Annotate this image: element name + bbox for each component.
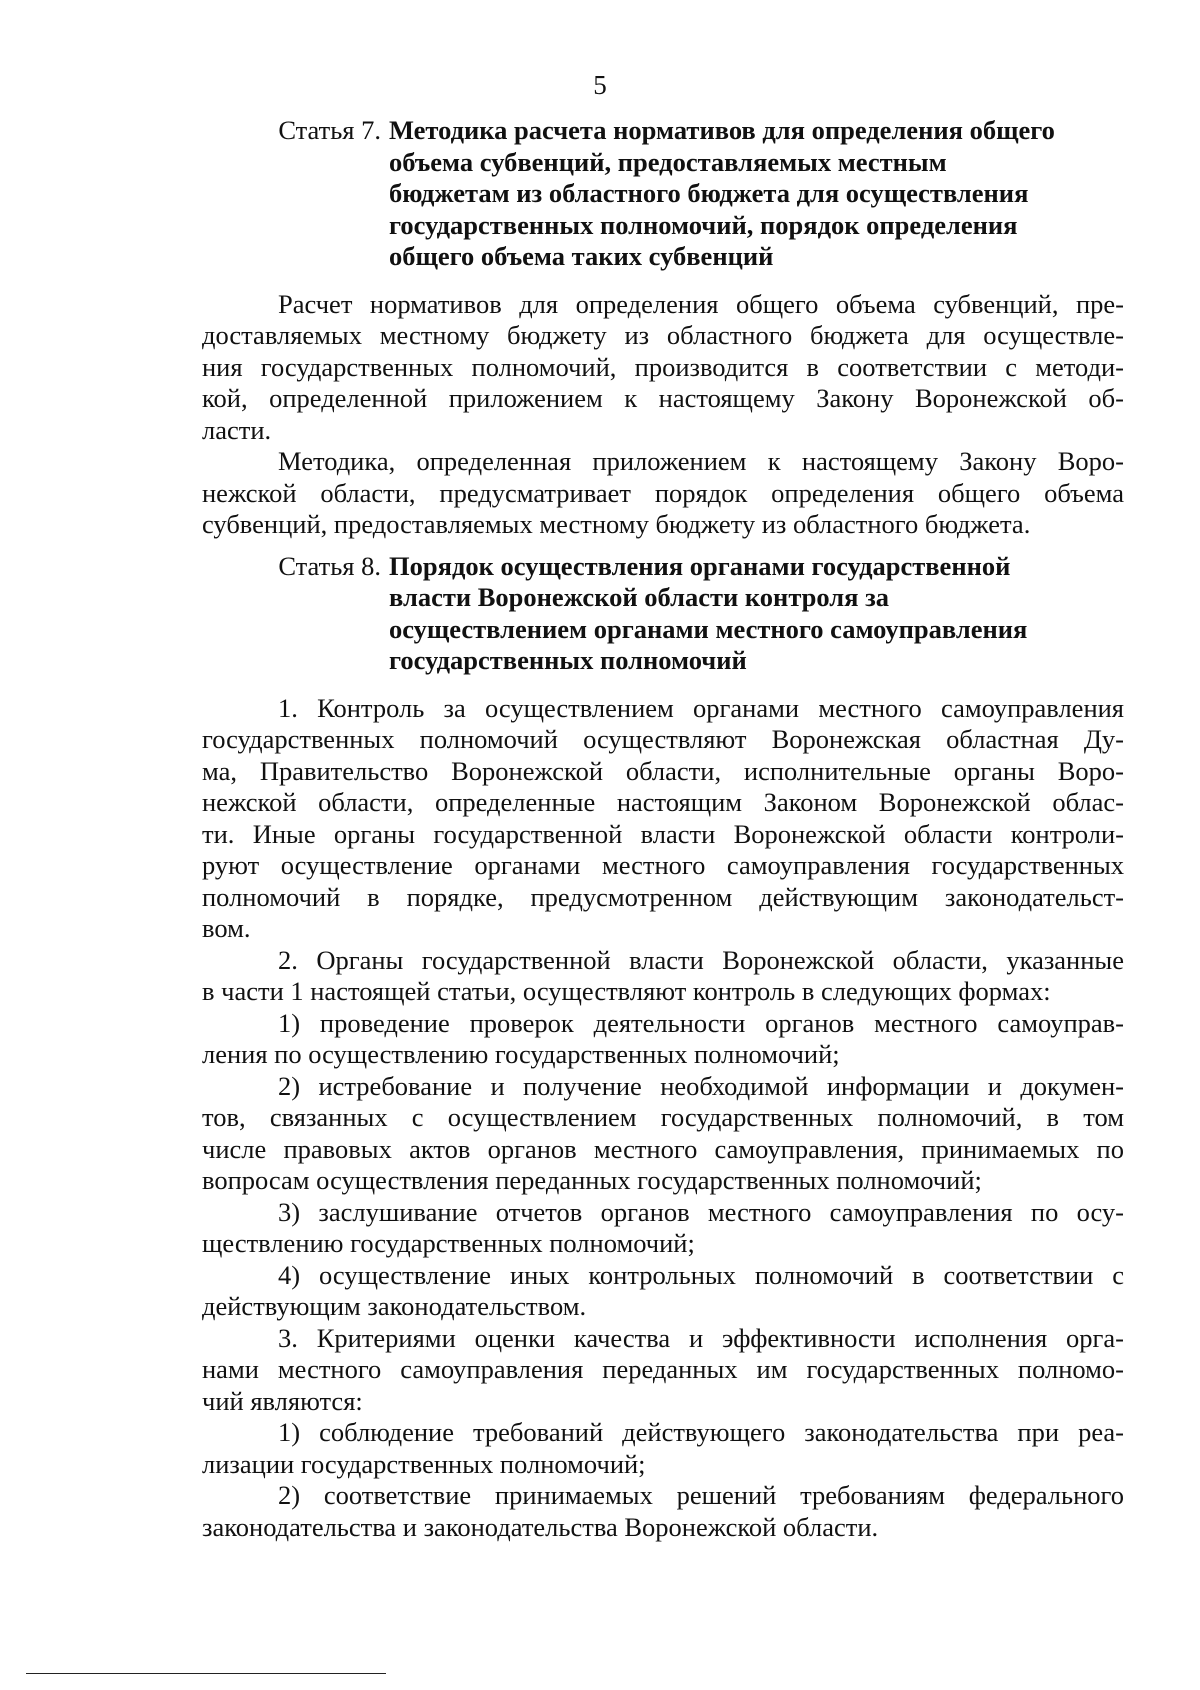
text-line: вом. <box>202 913 251 943</box>
paragraph <box>202 289 1124 447</box>
text-line: ти. Иные органы государственной власти Воронежской области контроли- <box>202 818 1124 849</box>
heading-line: бюджетам из областного бюджета для осуществления <box>389 178 1029 208</box>
article-7-heading <box>202 115 1124 273</box>
paragraph <box>202 1071 1124 1197</box>
text-line: законодательства и законодательства Воронежской области. <box>202 1511 879 1542</box>
text-line: 2) истребование и получение необходимой информации и докумен- <box>278 1070 1124 1101</box>
paragraph <box>202 1480 1124 1543</box>
paragraph <box>202 1197 1124 1260</box>
heading-line: государственных полномочий <box>389 645 747 675</box>
paragraph <box>202 1260 1124 1323</box>
text-line: 1) соблюдение требований действующего законодательства при реа- <box>278 1417 1124 1447</box>
paragraph <box>202 1323 1124 1418</box>
heading-line: общего объема таких субвенций <box>389 241 774 271</box>
text-line: нежской области, определенные настоящим Законом Воронежской облас- <box>202 787 1124 817</box>
article-8-label: Статья 8. <box>278 550 381 581</box>
paragraph <box>202 945 1124 1008</box>
text-line: доставляемых местному бюджету из областного бюджета для осуществле- <box>202 320 1124 350</box>
text-line: Методика, определенная приложением к настоящему Закону Воро- <box>278 446 1124 476</box>
heading-line: объема субвенций, предоставляемых местным <box>389 146 947 177</box>
text-line: 4) осуществление иных контрольных полномочий в соответствии с <box>278 1259 1124 1290</box>
text-line: числе правовых актов органов местного самоуправления, принимаемых по <box>202 1133 1124 1164</box>
text-line: тов, связанных с осуществлением государственных полномочий, в том <box>202 1102 1124 1132</box>
page-number: 5 <box>593 70 607 100</box>
heading-line: государственных полномочий, порядок определения <box>389 209 1018 240</box>
text-line: кой, определенной приложением к настоящему Закону Воронежской об- <box>202 383 1124 413</box>
text-line: 3. Критериями оценки качества и эффективности исполнения орга- <box>278 1322 1124 1353</box>
text-line: действующим законодательством. <box>202 1291 587 1321</box>
text-line: ления по осуществлению государственных полномочий; <box>202 1039 840 1069</box>
paragraph <box>202 1008 1124 1071</box>
document-body <box>202 115 1124 1543</box>
text-line: 2. Органы государственной власти Воронежской области, указанные <box>278 944 1124 975</box>
text-line: ма, Правительство Воронежской области, исполнительные органы Воро- <box>202 755 1124 786</box>
text-line: 1) проведение проверок деятельности органов местного самоуправ- <box>278 1007 1124 1038</box>
text-line: в части 1 настоящей статьи, осуществляют контроль в следующих формах: <box>202 976 1051 1006</box>
text-line: нежской области, предусматривает порядок определения общего объема <box>202 477 1124 508</box>
text-line: нами местного самоуправления переданных им государственных полномо- <box>202 1354 1124 1384</box>
text-line: ществлению государственных полномочий; <box>202 1228 695 1258</box>
text-line: 1. Контроль за осуществлением органами местного самоуправления <box>278 692 1124 723</box>
paragraph <box>202 693 1124 945</box>
paragraph <box>202 446 1124 541</box>
text-line: государственных полномочий осуществляют Воронежская областная Ду- <box>202 724 1124 754</box>
text-line: руют осуществление органами местного самоуправления государственных <box>202 850 1124 880</box>
heading-line: Методика расчета нормативов для определения общего <box>389 115 1055 145</box>
text-line: 2) соответствие принимаемых решений требованиям федерального <box>278 1480 1124 1510</box>
article-7-body <box>202 289 1124 541</box>
paragraph <box>202 1417 1124 1480</box>
text-line: субвенций, предоставляемых местному бюджету из областного бюджета. <box>202 509 1031 539</box>
text-line: лизации государственных полномочий; <box>202 1448 646 1479</box>
article-8-body <box>202 693 1124 1544</box>
article-7-title <box>389 115 1124 273</box>
text-line: ния государственных полномочий, производится в соответствии с методи- <box>202 351 1124 382</box>
article-7-label: Статья 7. <box>278 115 381 145</box>
heading-line: осуществлением органами местного самоуправления <box>389 613 1028 644</box>
article-8-title <box>389 551 1124 677</box>
text-line: Расчет нормативов для определения общего объема субвенций, пре- <box>278 288 1124 319</box>
heading-line: власти Воронежской области контроля за <box>389 582 890 612</box>
text-line: чий являются: <box>202 1385 363 1416</box>
article-8-heading <box>202 551 1124 677</box>
text-line: вопросам осуществления переданных государственных полномочий; <box>202 1165 982 1195</box>
text-line: ласти. <box>202 414 272 445</box>
heading-line: Порядок осуществления органами государственной <box>389 550 1011 581</box>
footer-rule <box>26 1673 386 1674</box>
text-line: полномочий в порядке, предусмотренном действующим законодательст- <box>202 881 1124 912</box>
text-line: 3) заслушивание отчетов органов местного самоуправления по осу- <box>278 1196 1124 1227</box>
